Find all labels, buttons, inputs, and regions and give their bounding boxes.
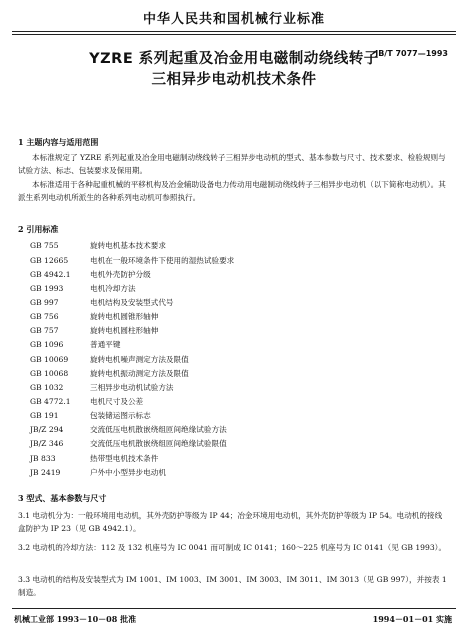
reference-item xyxy=(30,382,174,394)
document-title-line1: YZRE 系列起重及冶金用电磁制动绕线转子 xyxy=(89,51,379,67)
reference-item xyxy=(30,255,234,267)
reference-title: 包装储运图示标志 xyxy=(90,411,151,420)
reference-code: GB 4772.1 xyxy=(30,397,71,406)
reference-item xyxy=(30,368,189,380)
clause-3-3: 3.3 电动机的结构及安装型式为 IM 1001、IM 1003、IM 3001、IM 3003、IM 3011、IM 3013（见 GB 997），并按表 1 制造。 xyxy=(18,575,447,597)
reference-item xyxy=(30,311,158,323)
reference-title: 户外中小型异步电动机 xyxy=(90,468,166,477)
reference-title: 旋转电机噪声测定方法及限值 xyxy=(90,355,189,364)
section-1-paragraph-2: 本标准适用于各种起重机械的平移机构及冶金辅助设备电力传动用电磁制动绕线转子三相异步电动机（以下简称电动机）。其派生系列电动机所派生的各种系列电动机可参照执行。 xyxy=(18,180,446,202)
reference-item xyxy=(30,410,151,422)
section-1-heading: 1 主题内容与适用范围 xyxy=(18,137,99,147)
reference-code: GB 4942.1 xyxy=(30,270,71,279)
reference-title: 旋转电机圆柱形轴伸 xyxy=(90,326,159,335)
standard-organization: 中华人民共和国机械行业标准 xyxy=(142,12,325,27)
reference-code: GB 1993 xyxy=(30,284,64,293)
reference-code: GB 10068 xyxy=(30,369,69,378)
reference-code: JB/Z 346 xyxy=(30,439,64,448)
reference-title: 热带型电机技术条件 xyxy=(90,454,159,463)
reference-title: 电机尺寸及公差 xyxy=(90,397,144,406)
section-3-heading: 3 型式、基本参数与尺寸 xyxy=(18,493,107,503)
reference-title: 旋转电机振动测定方法及限值 xyxy=(90,369,189,378)
reference-item xyxy=(30,354,189,366)
footer-rule xyxy=(12,608,456,609)
reference-item xyxy=(30,240,166,252)
reference-item xyxy=(30,297,174,309)
reference-code: GB 12665 xyxy=(30,256,69,265)
reference-title: 旋转电机圆锥形轴伸 xyxy=(90,312,159,321)
reference-item xyxy=(30,339,120,351)
reference-item xyxy=(30,453,158,465)
reference-title: 普通平键 xyxy=(90,340,121,349)
section-2-heading: 2 引用标准 xyxy=(18,224,59,234)
standard-number: JB/T 7077—1993 xyxy=(375,49,448,58)
reference-title: 电机结构及安装型式代号 xyxy=(90,298,174,307)
reference-code: GB 757 xyxy=(30,326,59,335)
reference-title: 电机外壳防护分级 xyxy=(90,270,151,279)
reference-title: 电机在一般环境条件下使用的湿热试验要求 xyxy=(90,256,235,265)
reference-code: GB 1096 xyxy=(30,340,64,349)
clause-3-1: 3.1 电动机分为：一般环境用电动机，其外壳防护等级为 IP 44；冶金环境用电动机，其外壳防护等级为 IP 54。电动机的接线盒防护为 IP 23（见 GB 4942.1）。 xyxy=(18,511,443,533)
reference-item xyxy=(30,424,227,436)
document-title-line2: 三相异步电动机技术条件 xyxy=(151,72,317,88)
reference-title: 交流低压电机散嵌绕组匝间绝缘试验限值 xyxy=(90,439,227,448)
reference-item xyxy=(30,396,143,408)
reference-item xyxy=(30,325,158,337)
reference-item xyxy=(30,438,227,450)
reference-code: GB 10069 xyxy=(30,355,69,364)
effective-date: 1994－01－01 实施 xyxy=(372,614,452,624)
reference-code: GB 997 xyxy=(30,298,59,307)
reference-code: GB 1032 xyxy=(30,383,64,392)
reference-item xyxy=(30,467,166,479)
approval-date: 机械工业部 1993－10－08 批准 xyxy=(14,614,137,624)
reference-code: GB 755 xyxy=(30,241,59,250)
reference-code: JB 833 xyxy=(30,454,56,463)
header-rule-bottom xyxy=(12,34,456,35)
reference-code: GB 756 xyxy=(30,312,59,321)
reference-code: GB 191 xyxy=(30,411,59,420)
reference-title: 旋转电机基本技术要求 xyxy=(90,241,166,250)
reference-title: 交流低压电机散嵌绕组匝间绝缘试验方法 xyxy=(90,425,227,434)
section-1-paragraph-1: 本标准规定了 YZRE 系列起重及冶金用电磁制动绕线转子三相异步电动机的型式、基本参数与尺寸、技术要求、检验规则与试验方法、标志、包装要求及保用期。 xyxy=(18,153,446,175)
reference-code: JB/Z 294 xyxy=(30,425,64,434)
clause-3-2: 3.2 电动机的冷却方法：112 及 132 机座号为 IC 0041 而可制成 IC 0141；160～225 机座号为 IC 0141（见 GB 1993）。 xyxy=(18,543,447,552)
reference-item xyxy=(30,269,151,281)
reference-title: 三相异步电动机试验方法 xyxy=(90,383,174,392)
reference-title: 电机冷却方法 xyxy=(90,284,136,293)
header-rule-top xyxy=(12,31,456,32)
reference-item xyxy=(30,283,136,295)
reference-code: JB 2419 xyxy=(30,468,61,477)
